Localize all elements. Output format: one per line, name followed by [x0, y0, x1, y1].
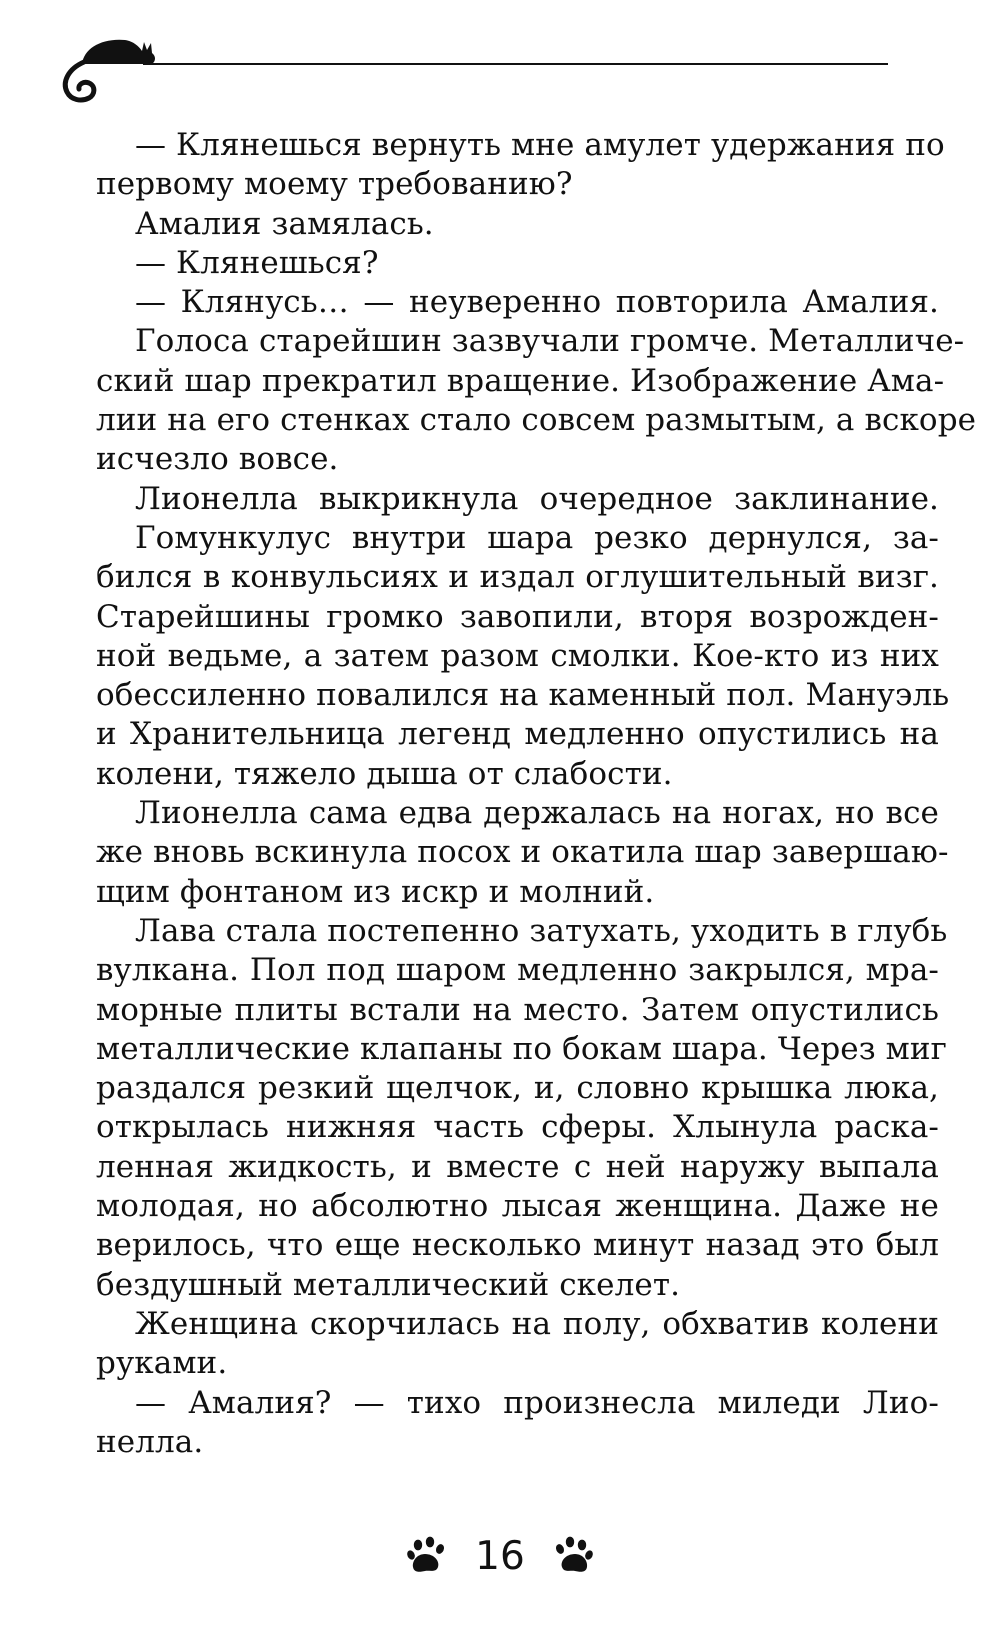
paragraph-line: лии на его стенках стало совсем размытым, а вскоре: [96, 402, 977, 439]
paragraph-line: морные плиты встали на место. Затем опустились: [96, 991, 939, 1028]
paragraph-line: металлические клапаны по бокам шара. Через миг: [96, 1030, 947, 1067]
paragraph-line: исчезло вовсе.: [96, 441, 339, 478]
paragraph-line: Лионелла выкрикнула очередное заклинание.: [135, 480, 939, 517]
paragraph-line: — Клянешься вернуть мне амулет удержания по: [135, 127, 945, 163]
paragraph-line: бездушный металлический скелет.: [96, 1266, 681, 1303]
paragraph-line: ленная жидкость, и вместе с ней наружу выпала: [96, 1148, 939, 1185]
paragraph-line: колени, тяжело дыша от слабости.: [96, 755, 673, 792]
paragraph-line: открылась нижняя часть сферы. Хлынула раска-: [96, 1109, 939, 1146]
paragraph-line: Старейшины громко завопили, вторя возрожден-: [96, 598, 939, 635]
paragraph-line: первому моему требованию?: [96, 166, 573, 203]
paragraph-line: раздался резкий щелчок, и, словно крышка люка,: [96, 1070, 939, 1107]
paragraph-line: щим фонтаном из искр и молний.: [96, 873, 655, 910]
paragraph-line: же вновь вскинула посох и окатила шар завершаю-: [96, 834, 949, 871]
paragraph-line: нелла.: [96, 1423, 204, 1460]
paragraph-line: ский шар прекратил вращение. Изображение Ама-: [96, 362, 945, 399]
page-number: 16: [475, 1533, 525, 1579]
paragraph-line: Голоса старейшин зазвучали громче. Металличе-: [135, 323, 965, 360]
paragraph-line: и Хранительница легенд медленно опустились на: [96, 716, 939, 753]
paragraph-line: — Клянусь… — неуверенно повторила Амалия.: [135, 284, 939, 321]
paragraph-line: — Амалия? — тихо произнесла миледи Лио-: [135, 1384, 939, 1421]
header-ornament: [58, 24, 938, 114]
page-footer: [0, 1520, 1000, 1592]
paragraph-line: Лава стала постепенно затухать, уходить в глубь: [135, 912, 948, 949]
paragraph-line: верилось, что еще несколько минут назад это был: [96, 1227, 939, 1264]
paragraph-line: Гомункулус внутри шара резко дернулся, за-: [135, 519, 939, 556]
paragraph-line: ной ведьме, а затем разом смолки. Кое-кто из них: [96, 637, 939, 674]
paragraph-line: обессиленно повалился на каменный пол. Мануэль: [96, 677, 950, 714]
paragraph-line: бился в конвульсиях и издал оглушительный визг.: [96, 559, 939, 596]
paragraph-line: Лионелла сама едва держалась на ногах, но все: [135, 795, 939, 832]
paragraph-line: молодая, но абсолютно лысая женщина. Даже не: [96, 1188, 939, 1225]
paw-print-icon: [551, 1534, 595, 1578]
body-text: [96, 126, 977, 1462]
paragraph-line: вулкана. Пол под шаром медленно закрылся, мра-: [96, 952, 939, 989]
paragraph-line: руками.: [96, 1345, 228, 1382]
paw-print-icon: [405, 1534, 449, 1578]
cat-silhouette-icon: [58, 24, 938, 114]
paragraph-line: — Клянешься?: [135, 244, 379, 281]
paragraph-line: Амалия замялась.: [135, 205, 434, 242]
paragraph-line: Женщина скорчилась на полу, обхватив колени: [135, 1305, 939, 1342]
